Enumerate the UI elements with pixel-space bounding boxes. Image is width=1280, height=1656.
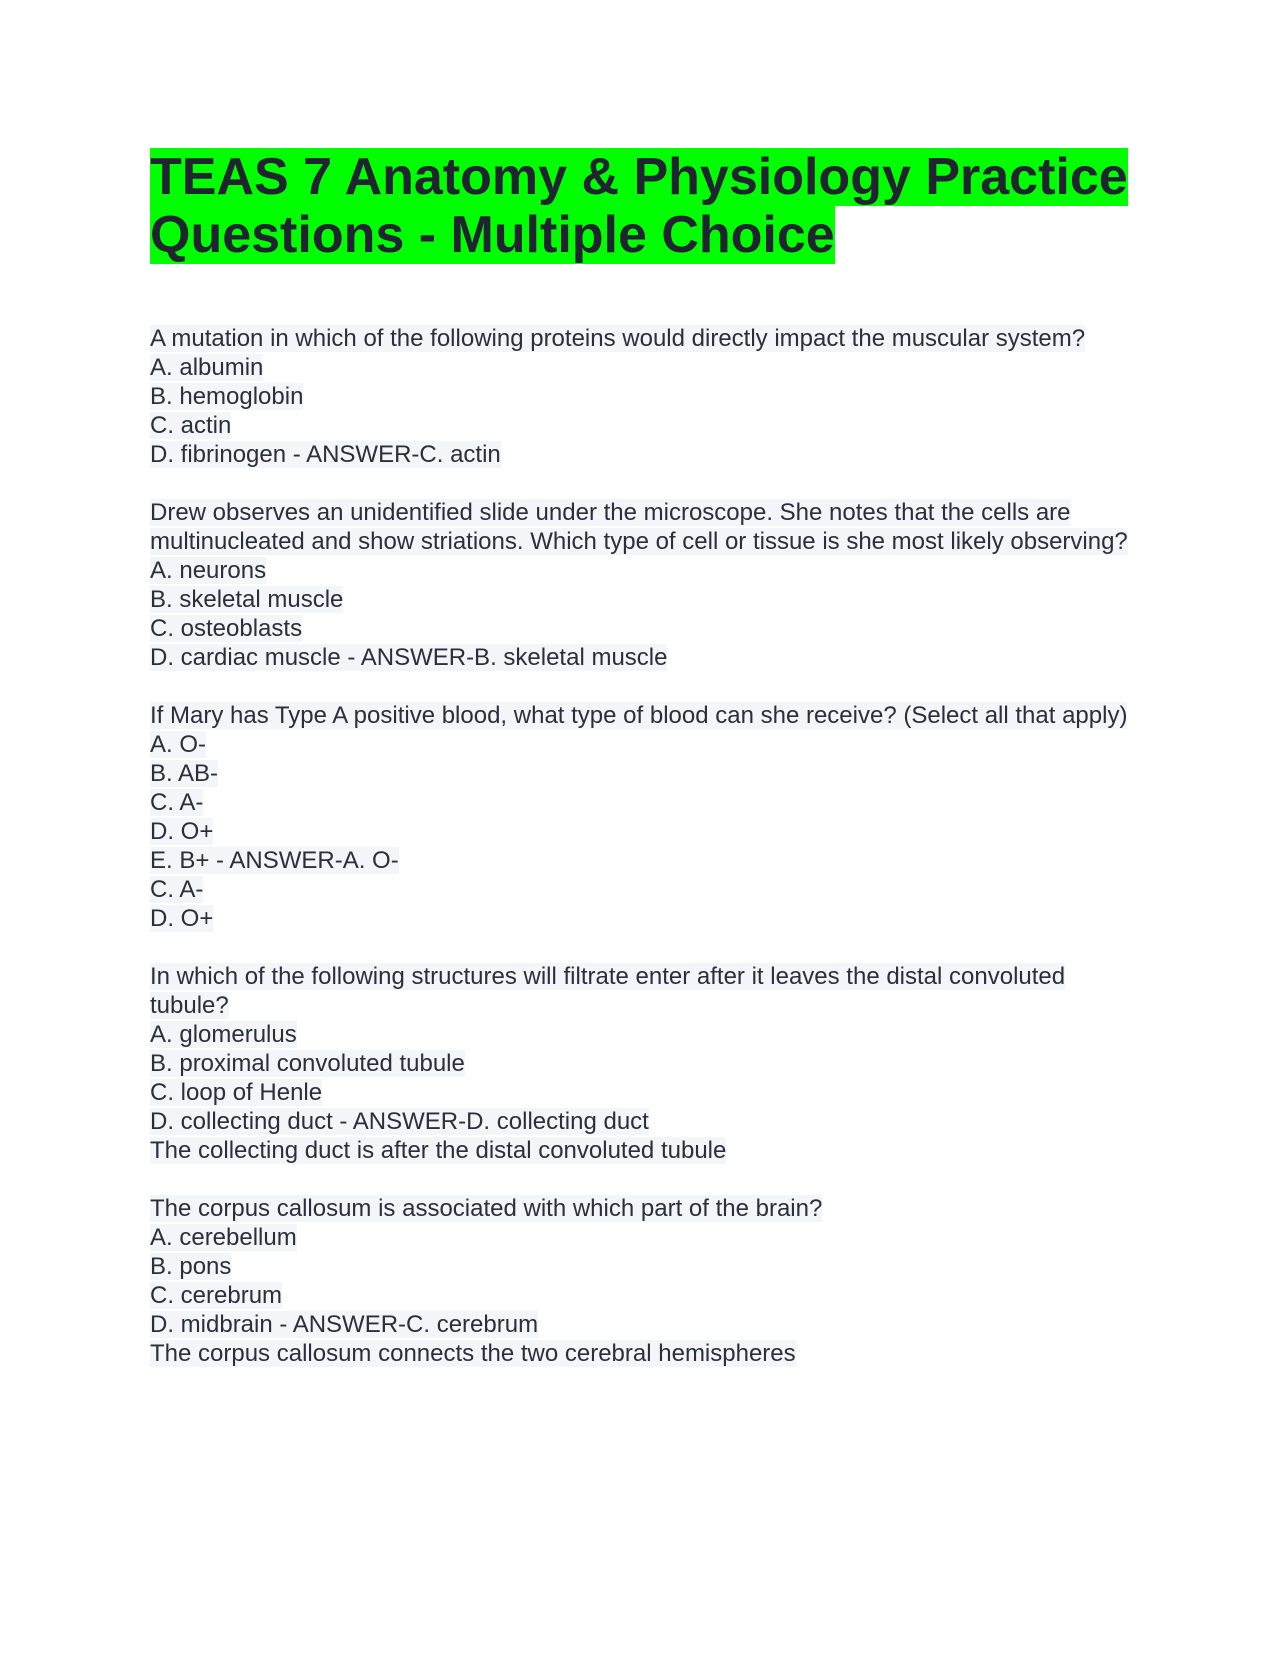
answer-option: C. actin xyxy=(150,412,232,439)
answer-option: C. loop of Henle xyxy=(150,1079,323,1106)
answer-explanation: The collecting duct is after the distal convoluted tubule xyxy=(150,1137,727,1164)
answer-option: D. O+ xyxy=(150,818,214,845)
question-stem: A mutation in which of the following proteins would directly impact the muscular system? xyxy=(150,325,1086,352)
answer-option: A. cerebellum xyxy=(150,1224,297,1251)
answer-option: C. osteoblasts xyxy=(150,615,303,642)
question-2 xyxy=(150,498,1130,672)
document-title xyxy=(150,148,1130,264)
title-highlight: TEAS 7 Anatomy & Physiology Practice Questions - Multiple Choice xyxy=(150,148,1128,264)
answer-option: B. skeletal muscle xyxy=(150,586,344,613)
answer-explanation: The corpus callosum connects the two cerebral hemispheres xyxy=(150,1340,796,1367)
question-3 xyxy=(150,701,1130,933)
answer-option-with-key: D. collecting duct - ANSWER-D. collecting duct xyxy=(150,1108,649,1135)
question-4 xyxy=(150,962,1130,1165)
question-stem: Drew observes an unidentified slide under the microscope. She notes that the cells are multinucleated and show striations. Which type of cell or tissue is she most likely observing? xyxy=(150,499,1128,555)
answer-key-item: C. A- xyxy=(150,876,204,903)
answer-option: C. cerebrum xyxy=(150,1282,283,1309)
question-stem: The corpus callosum is associated with which part of the brain? xyxy=(150,1195,823,1222)
document-page xyxy=(150,148,1130,1368)
answer-option-with-key: D. fibrinogen - ANSWER-C. actin xyxy=(150,441,501,468)
answer-option-with-key: E. B+ - ANSWER-A. O- xyxy=(150,847,399,874)
answer-option: A. O- xyxy=(150,731,207,758)
answer-key-item: D. O+ xyxy=(150,905,214,932)
answer-option: B. pons xyxy=(150,1253,232,1280)
question-stem: In which of the following structures will filtrate enter after it leaves the distal convoluted tubule? xyxy=(150,963,1066,1019)
answer-option-with-key: D. cardiac muscle - ANSWER-B. skeletal muscle xyxy=(150,644,668,671)
answer-option: A. glomerulus xyxy=(150,1021,297,1048)
question-1 xyxy=(150,324,1130,469)
answer-option: B. AB- xyxy=(150,760,219,787)
answer-option: C. A- xyxy=(150,789,204,816)
answer-option: A. albumin xyxy=(150,354,264,381)
answer-option: A. neurons xyxy=(150,557,267,584)
answer-option: B. proximal convoluted tubule xyxy=(150,1050,465,1077)
answer-option: B. hemoglobin xyxy=(150,383,304,410)
question-list xyxy=(150,324,1130,1368)
question-stem: If Mary has Type A positive blood, what type of blood can she receive? (Select all that apply) xyxy=(150,702,1128,729)
answer-option-with-key: D. midbrain - ANSWER-C. cerebrum xyxy=(150,1311,539,1338)
question-5 xyxy=(150,1194,1130,1368)
